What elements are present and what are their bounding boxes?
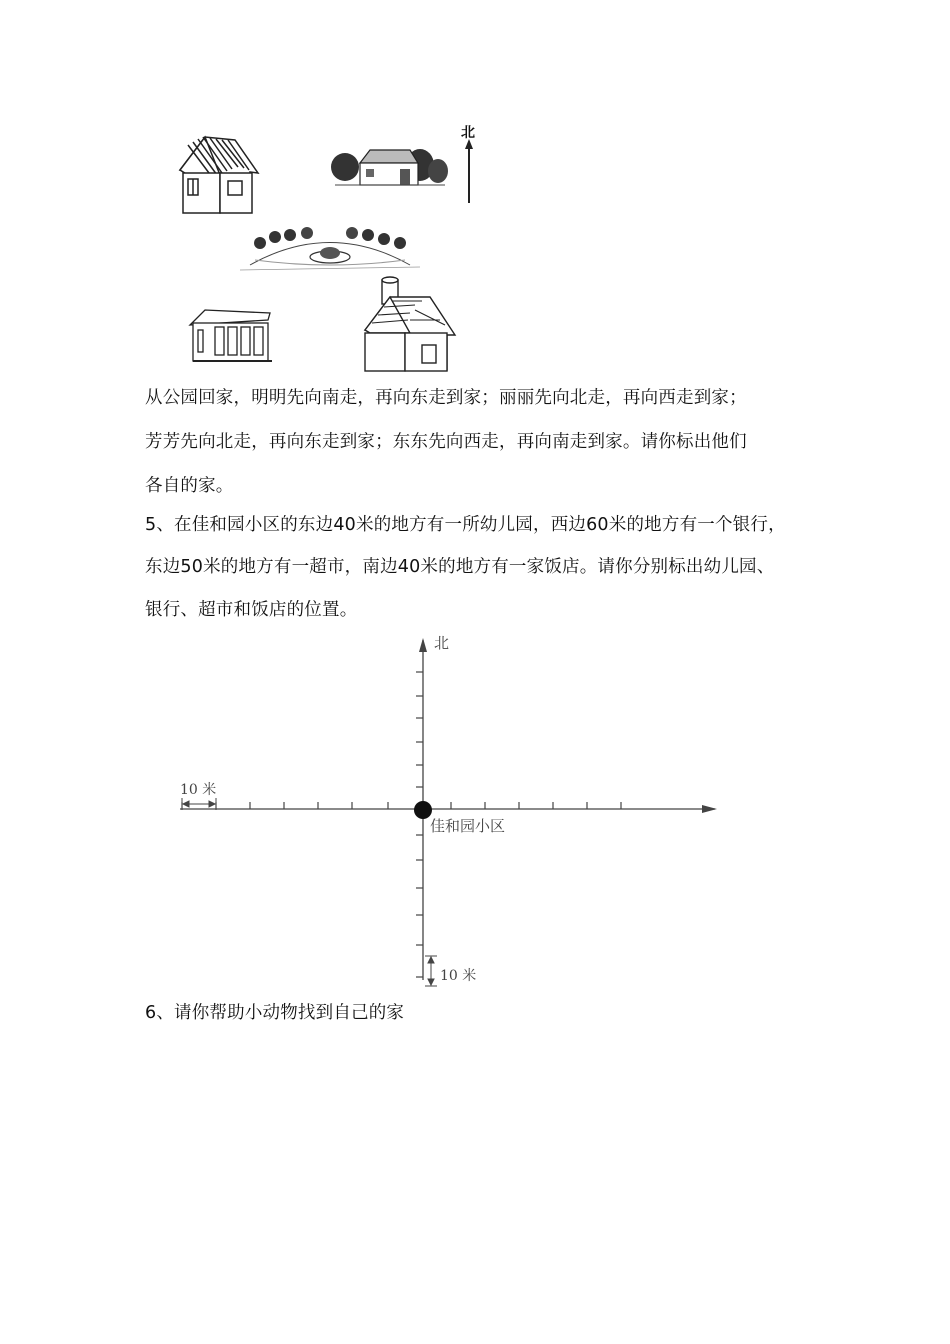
north-arrow-icon [465, 139, 473, 203]
picture-map [160, 115, 500, 380]
direction-grid [175, 630, 735, 990]
map-north-label: 北 [461, 125, 475, 141]
park-icon [240, 227, 420, 270]
q5-line-1: 5、在佳和园小区的东边40米的地方有一所幼儿园，西边60米的地方有一个银行， [145, 515, 786, 535]
farmhouse-icon [331, 149, 448, 185]
q5-line-3: 银行、超市和饭店的位置。 [145, 600, 358, 620]
scale-v-bracket [425, 956, 437, 986]
q6-line-1: 6、请你帮助小动物找到自己的家 [145, 1003, 405, 1023]
house-chimney-icon [365, 277, 455, 371]
grid-north-label: 北 [434, 634, 450, 652]
p4-line-1: 从公园回家，明明先向南走，再向东走到家；丽丽先向北走，再向西走到家； [145, 388, 747, 408]
scale-h-bracket [182, 798, 216, 810]
p4-line-3: 各自的家。 [145, 476, 234, 496]
building-icon [190, 310, 272, 361]
scale-h-label: 10 米 [180, 782, 217, 798]
house-top-left-icon [180, 137, 258, 213]
east-axis-arrow-icon [702, 805, 717, 813]
p4-line-2: 芳芳先向北走，再向东走到家；东东先向西走，再向南走到家。请你标出他们 [145, 432, 747, 452]
origin-label: 佳和园小区 [430, 817, 506, 835]
scale-v-label: 10 米 [440, 968, 477, 984]
north-axis-arrow-icon [419, 638, 427, 652]
q5-line-2: 东边50米的地方有一超市，南边40米的地方有一家饭店。请你分别标出幼儿园、 [145, 557, 775, 577]
